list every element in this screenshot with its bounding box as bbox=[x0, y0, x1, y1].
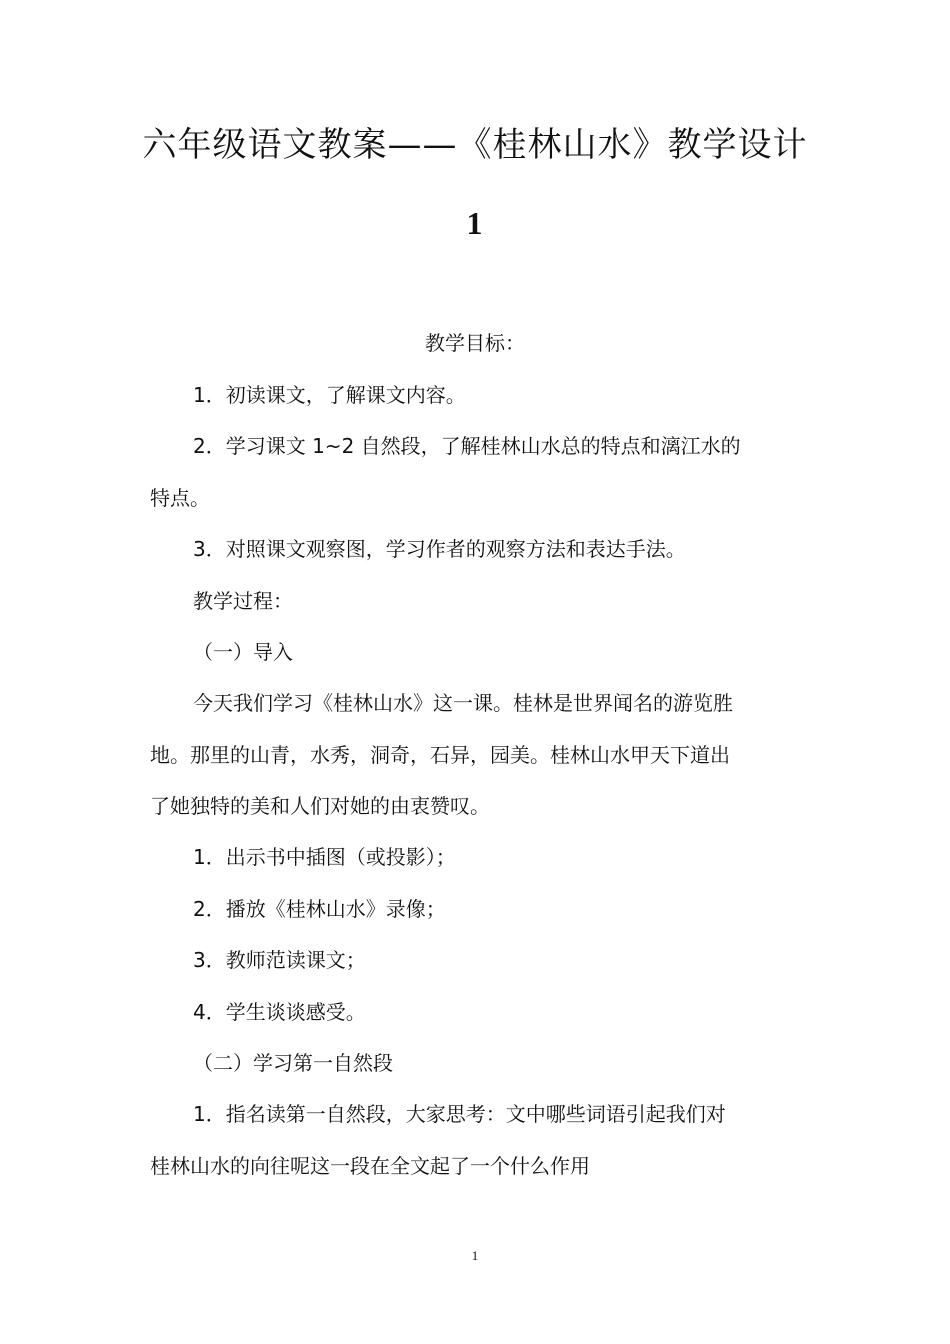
intro-step: 2．播放《桂林山水》录像； bbox=[193, 897, 446, 921]
document-title-number: 1 bbox=[466, 205, 484, 241]
intro-step: 1．出示书中插图（或投影）； bbox=[193, 845, 456, 869]
objectives-heading: 教学目标： bbox=[425, 331, 525, 355]
intro-step: 4．学生谈谈感受。 bbox=[193, 1000, 366, 1024]
objective-item: 1．初读课文，了解课文内容。 bbox=[193, 383, 466, 407]
objective-item: 2．学习课文 1~2 自然段，了解桂林山水总的特点和漓江水的 bbox=[193, 434, 741, 458]
section2-paragraph-line: 1．指名读第一自然段，大家思考：文中哪些词语引起我们对 bbox=[193, 1102, 726, 1126]
objective-item-continuation: 特点。 bbox=[150, 486, 210, 510]
intro-paragraph-line: 了她独特的美和人们对她的由衷赞叹。 bbox=[150, 794, 490, 818]
page-number: 1 bbox=[471, 1248, 479, 1263]
intro-paragraph-line: 今天我们学习《桂林山水》这一课。桂林是世界闻名的游览胜 bbox=[193, 691, 733, 715]
intro-paragraph-line: 地。那里的山青，水秀，洞奇，石异，园美。桂林山水甲天下道出 bbox=[150, 743, 730, 767]
intro-step: 3．教师范读课文； bbox=[193, 948, 366, 972]
section-heading-intro: （一）导入 bbox=[193, 640, 293, 664]
process-heading: 教学过程： bbox=[193, 589, 293, 613]
objective-item: 3．对照课文观察图，学习作者的观察方法和表达手法。 bbox=[193, 537, 686, 561]
section-heading-paragraph-one: （二）学习第一自然段 bbox=[193, 1051, 393, 1075]
document-title: 六年级语文教案——《桂林山水》教学设计 bbox=[142, 125, 808, 165]
section2-paragraph-line: 桂林山水的向往呢这一段在全文起了一个什么作用 bbox=[150, 1154, 590, 1178]
